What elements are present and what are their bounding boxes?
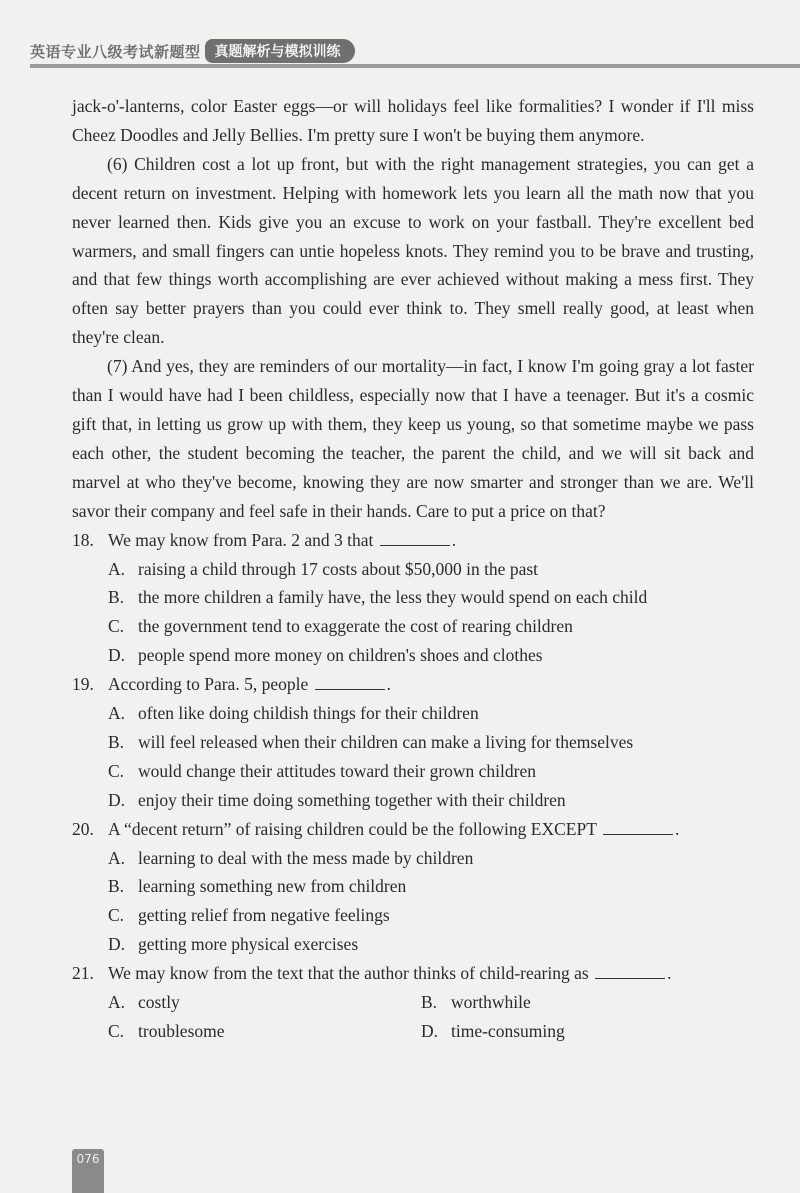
question-19 — [72, 670, 754, 815]
page-content — [72, 92, 754, 1046]
question-21 — [72, 959, 754, 1046]
question-stem: 20. A “decent return” of raising children could be the following EXCEPT . — [72, 815, 754, 844]
option-c: C. would change their attitudes toward their grown children — [108, 760, 537, 781]
option-b: B. the more children a family have, the less they would spend on each child — [108, 587, 648, 608]
section-label: 真题解析与模拟训练 — [205, 39, 355, 63]
answer-blank — [595, 960, 665, 979]
page-number: 076 — [72, 1149, 104, 1193]
answer-blank — [315, 671, 385, 690]
question-number: 18. — [72, 529, 94, 550]
option-a: A. costly — [108, 992, 180, 1013]
question-number: 21. — [72, 963, 94, 984]
options-row-2 — [72, 1017, 754, 1046]
answer-blank — [380, 527, 450, 546]
option-c: C. the government tend to exaggerate the cost of rearing children — [108, 616, 573, 637]
option-c: C. troublesome — [108, 1021, 225, 1041]
passage-continuation: jack-o'-lanterns, color Easter eggs—or will holidays feel like formalities? I wonder if I'll miss Cheez Doodles and Jelly Bellies. I'm pretty sure I won't be buying them anymore. — [72, 96, 754, 145]
question-18 — [72, 526, 754, 671]
option-b: B. learning something new from children — [108, 876, 407, 897]
option-d: D. people spend more money on children's shoes and clothes — [108, 645, 543, 666]
option-a: A. often like doing childish things for their children — [108, 703, 479, 724]
header-rule — [30, 64, 800, 68]
option-a: A. raising a child through 17 costs about $50,000 in the past — [108, 558, 539, 579]
option-b: B. will feel released when their children can make a living for themselves — [108, 731, 634, 752]
answer-blank — [603, 816, 673, 835]
option-c: C. getting relief from negative feelings — [108, 905, 390, 926]
running-header — [30, 38, 355, 64]
question-number: 20. — [72, 818, 94, 839]
options-row-1 — [72, 988, 754, 1017]
passage-paragraph-7: (7) And yes, they are reminders of our mortality—in fact, I know I'm going gray a lot faster than I would have had I been childless, especially now that I have a teenager. But it's a cosmic gift that, in letting us grow up with them, they keep us young, so that sometime maybe we pass each other, the student becoming the teacher, the parent the child, and we will sit back and marvel at who they've become, knowing they are now smarter and stronger than we are. We'll savor their company and feel safe in their hands. Care to put a price on that? — [72, 356, 754, 521]
question-number: 19. — [72, 674, 94, 695]
question-stem: 19. According to Para. 5, people . — [72, 670, 754, 699]
question-stem: 21. We may know from the text that the author thinks of child-rearing as . — [72, 959, 754, 988]
passage-paragraph-6: (6) Children cost a lot up front, but with the right management strategies, you can get a decent return on investment. Helping with homework lets you learn all the math now that you never learned then. Kids give you an excuse to work on your fastball. They're excellent bed warmers, and small fingers can untie hopeless knots. They remind you to be brave and trusting, and that few things worth accomplishing are ever achieved without making a mess first. They often say better prayers than you could ever think to. They smell really good, at least when they're clean. — [72, 153, 754, 348]
option-d: D. enjoy their time doing something together with their children — [108, 789, 566, 810]
option-d: D. time-consuming — [421, 1021, 565, 1041]
option-d: D. getting more physical exercises — [108, 934, 359, 955]
question-stem: 18. We may know from Para. 2 and 3 that . — [72, 526, 754, 555]
option-a: A. learning to deal with the mess made by children — [108, 847, 474, 868]
question-20 — [72, 815, 754, 960]
option-b: B. worthwhile — [421, 992, 531, 1013]
book-title: 英语专业八级考试新题型 — [30, 42, 201, 61]
